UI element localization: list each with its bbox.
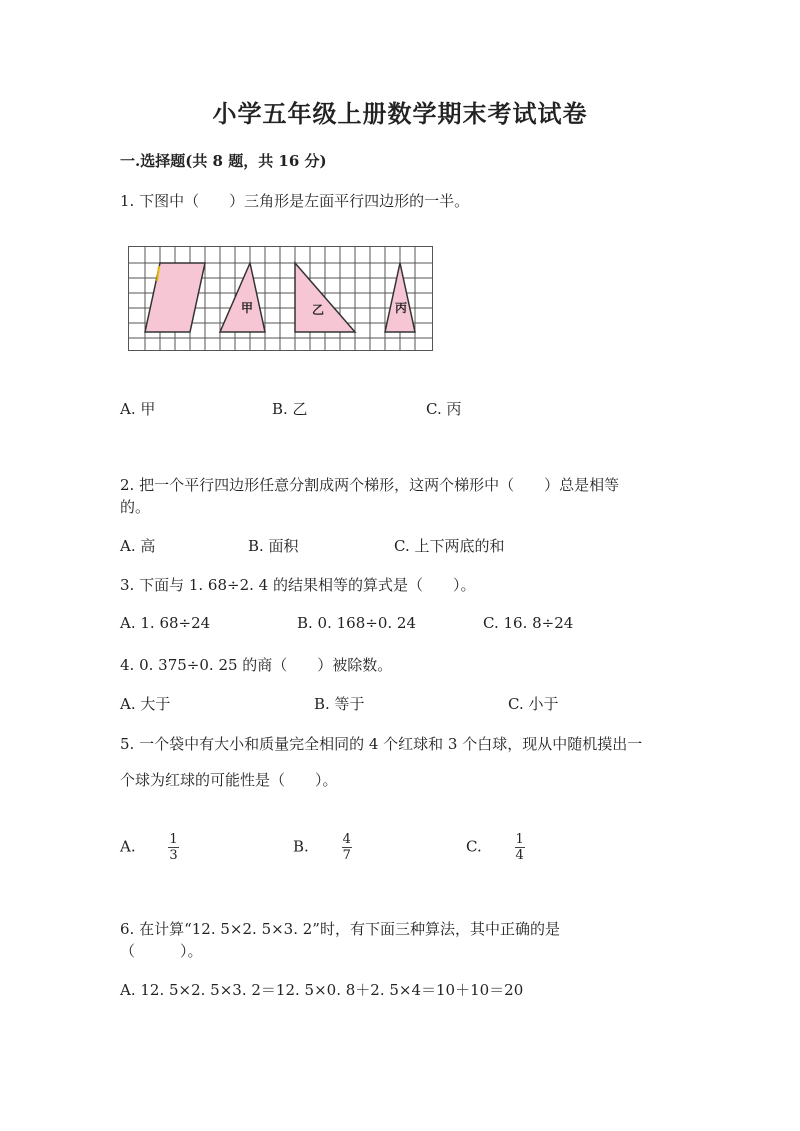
fraction-5a: [168, 832, 178, 863]
triangle-grid-figure: [127, 245, 435, 353]
option-1b: B. 乙: [272, 400, 308, 418]
option-1c: C. 丙: [426, 400, 462, 418]
question-3-text: 3. 下面与 1. 68÷2. 4 的结果相等的算式是（ ）。: [120, 576, 476, 594]
option-2c: C. 上下两底的和: [394, 537, 505, 555]
fraction-5a-numerator: 1: [169, 832, 178, 847]
option-2b: B. 面积: [248, 537, 299, 555]
option-3c: C. 16. 8÷24: [483, 614, 574, 632]
fraction-5c-denominator: 4: [515, 848, 524, 863]
option-6a: A. 12. 5×2. 5×3. 2＝12. 5×0. 8＋2. 5×4＝10＋10＝20: [120, 981, 524, 999]
option-5c-letter: C.: [466, 837, 482, 856]
question-5-text-line1: 5. 一个袋中有大小和质量完全相同的 4 个红球和 3 个白球，现从中随机摸出一: [120, 735, 643, 753]
question-6-text-line1: 6. 在计算“12. 5×2. 5×3. 2”时，有下面三种算法，其中正确的是: [120, 920, 560, 938]
option-5b-letter: B.: [293, 837, 309, 856]
question-6-text-line2: （ ）。: [120, 942, 203, 960]
question-1-text: 1. 下图中（ ）三角形是左面平行四边形的一半。: [120, 192, 470, 210]
fraction-5b-denominator: 7: [342, 848, 351, 863]
parallelogram-shape: [145, 263, 205, 332]
option-5a-letter: A.: [120, 837, 136, 856]
triangle-label-bing: 丙: [395, 301, 408, 315]
fraction-5b-numerator: 4: [342, 832, 351, 847]
option-5a: [120, 832, 179, 863]
fraction-5a-denominator: 3: [169, 848, 178, 863]
fraction-5b: [342, 832, 352, 863]
triangle-label-yi: 乙: [312, 303, 325, 317]
option-3b: B. 0. 168÷0. 24: [297, 614, 417, 632]
option-2a: A. 高: [120, 537, 156, 555]
option-4b: B. 等于: [314, 695, 365, 713]
question-4-text: 4. 0. 375÷0. 25 的商（ ）被除数。: [120, 656, 393, 674]
question-5-text-line2: 个球为红球的可能性是（ ）。: [120, 771, 338, 789]
section-heading: 一.选择题(共 8 题，共 16 分): [120, 152, 327, 170]
option-4a: A. 大于: [120, 695, 171, 713]
option-3a: A. 1. 68÷24: [120, 614, 211, 632]
option-5c: [466, 832, 525, 863]
fraction-5c: [515, 832, 525, 863]
option-5b: [293, 832, 352, 863]
triangle-jia: [220, 263, 265, 332]
triangle-bing: [385, 263, 415, 332]
triangle-label-jia: 甲: [241, 301, 254, 315]
question-2-text-line2: 的。: [120, 498, 151, 516]
fraction-5c-numerator: 1: [515, 832, 524, 847]
option-4c: C. 小于: [508, 695, 559, 713]
page-title: 小学五年级上册数学期末考试试卷: [212, 99, 588, 128]
option-1a: A. 甲: [120, 400, 156, 418]
question-2-text-line1: 2. 把一个平行四边形任意分割成两个梯形，这两个梯形中（ ）总是相等: [120, 476, 620, 494]
